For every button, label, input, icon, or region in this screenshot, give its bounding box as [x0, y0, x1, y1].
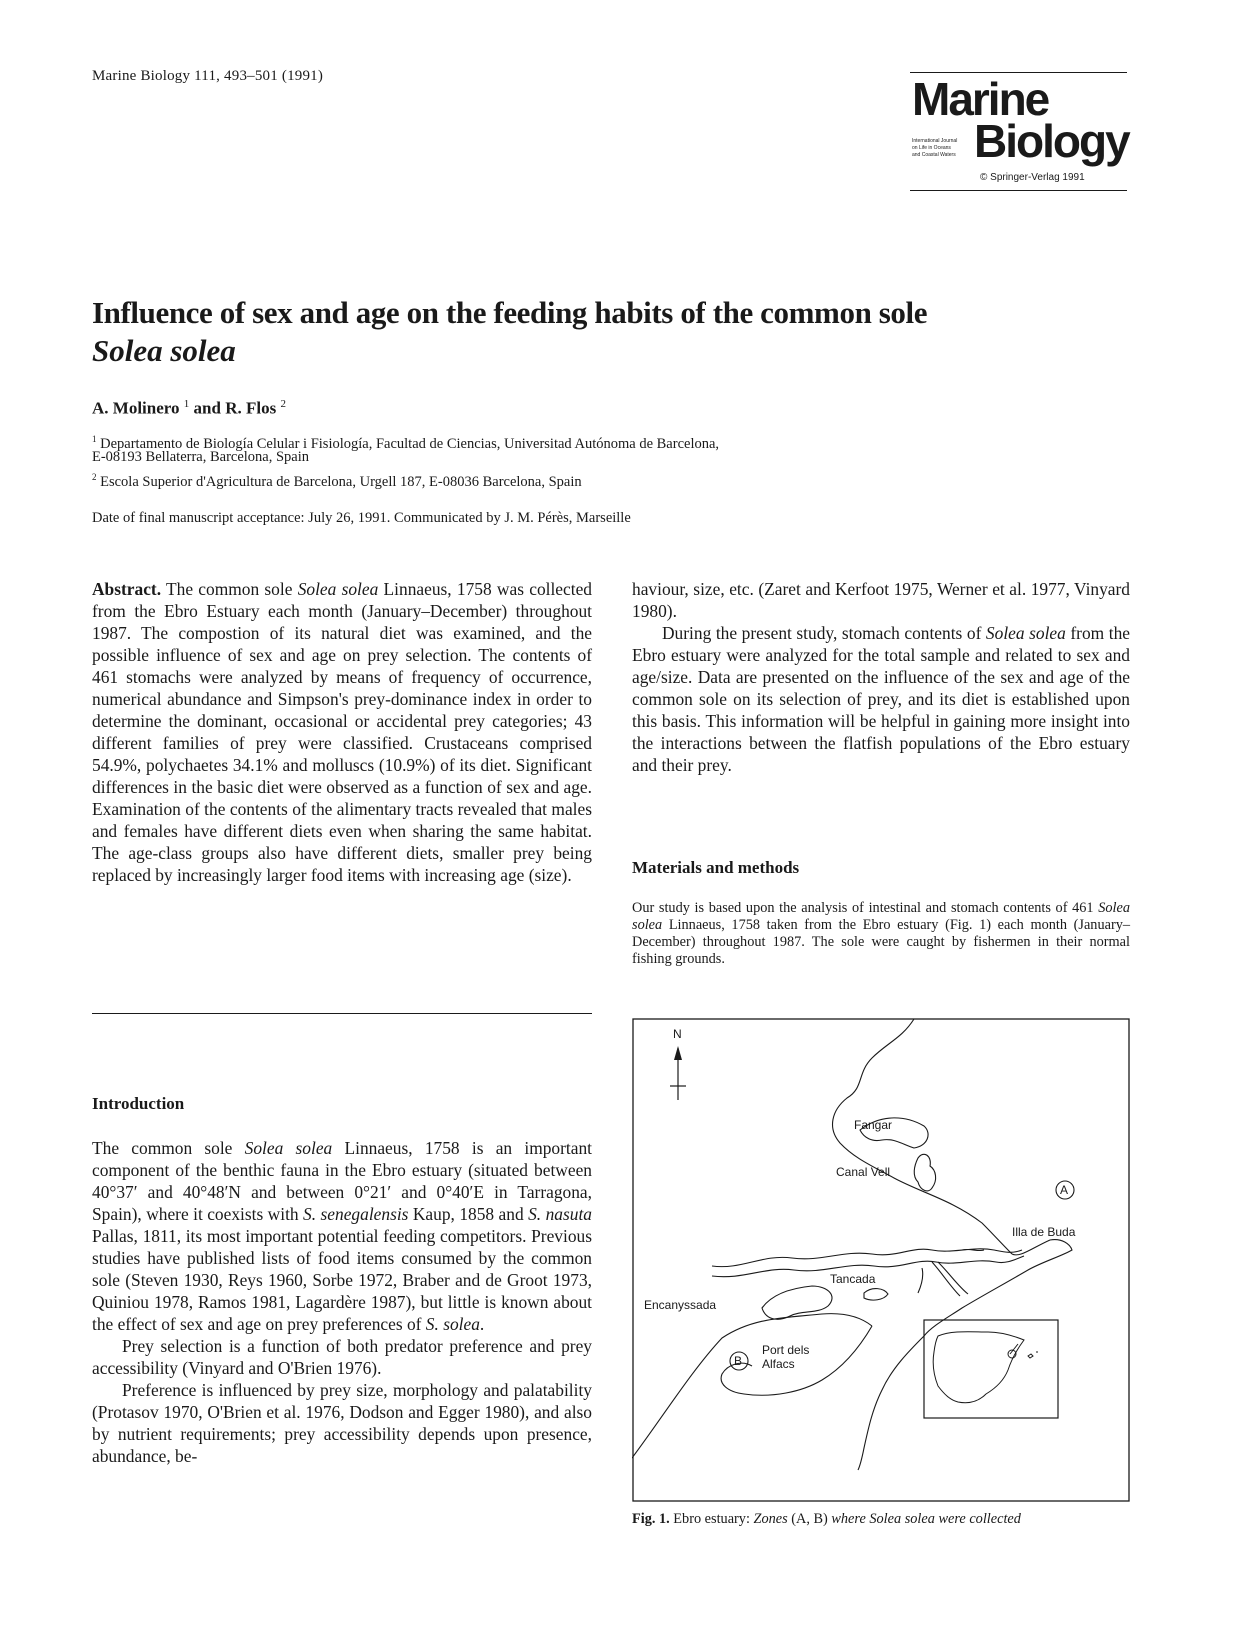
alfacs-label: Alfacs — [762, 1357, 795, 1371]
abstract-text: The common sole — [161, 579, 298, 599]
author-affiliation-mark: 1 — [183, 398, 190, 410]
tancada-label: Tancada — [830, 1272, 876, 1286]
journal-logo-biology: Biology — [974, 115, 1129, 167]
journal-reference: Marine Biology 111, 493–501 (1991) — [92, 68, 324, 84]
la-banya-spit — [721, 1326, 872, 1395]
author-list — [92, 398, 286, 419]
figure-ebro-estuary-map — [632, 1018, 1130, 1502]
copyright-notice: © Springer-Verlag 1991 — [980, 172, 1085, 183]
species-name: S. solea — [425, 1314, 480, 1334]
author-affiliation-mark: 2 — [280, 398, 286, 410]
zone-b-label: B — [734, 1354, 743, 1368]
caption-italic: were collected — [938, 1511, 1021, 1527]
north-arrow-icon — [670, 1046, 686, 1100]
species-name: Solea solea — [297, 579, 379, 599]
introduction-continued — [632, 578, 1130, 776]
map-frame — [633, 1019, 1129, 1501]
logo-bottom-rule — [910, 190, 1127, 191]
affiliation-2 — [92, 468, 582, 491]
paragraph — [92, 1137, 592, 1335]
paragraph-text: During the present study, stomach contents of — [662, 623, 986, 643]
iberia-outline — [933, 1332, 1024, 1403]
abstract — [92, 578, 592, 886]
species-name: Solea solea — [869, 1511, 935, 1527]
caption-text: (A, B) — [787, 1511, 832, 1527]
affiliation-1-continued: E-08193 Bellaterra, Barcelona, Spain — [92, 449, 310, 465]
affiliation-number: 1 — [92, 434, 97, 444]
species-name: Solea solea — [985, 623, 1066, 643]
island-fragment — [962, 1249, 984, 1250]
river-branch — [932, 1262, 968, 1296]
eastern-shoreline — [858, 1240, 1072, 1470]
section-heading-introduction: Introduction — [92, 1094, 185, 1113]
paragraph-text: Pallas, 1811, its most important potential feeding competitors. Previous studies have published lists of food items consumed by the common sole (Steven 1930, Reys 1960, Sorbe 1972, Braber and de Groot 1973, Quiniou 1978, Ramos 1981, Lagardère 1987), but little is known about the effect of sex and age on prey preferences of — [92, 1226, 592, 1334]
acceptance-date: Date of final manuscript acceptance: July 26, 1991. Communicated by J. M. Pérès, Marseille — [92, 510, 631, 526]
abstract-divider — [92, 1013, 592, 1014]
section-heading-materials: Materials and methods — [632, 858, 800, 877]
paragraph-text: The common sole — [92, 1138, 245, 1158]
paragraph-text: Our study is based upon the analysis of intestinal and stomach contents of 461 — [632, 900, 1099, 916]
encanyssada-label: Encanyssada — [644, 1298, 717, 1312]
logo-subtitle-line: on Life in Oceans — [912, 145, 951, 151]
tancada-lagoon — [864, 1289, 888, 1301]
affiliation-text: Escola Superior d'Agricultura de Barcelona, Urgell 187, E-08036 Barcelona, Spain — [100, 473, 582, 490]
paragraph-text: Kaup, 1858 and — [408, 1204, 529, 1224]
logo-subtitle-line: International Journal — [912, 138, 958, 144]
paragraph — [632, 622, 1130, 776]
caption-italic: where — [831, 1511, 866, 1527]
island-fragment — [918, 1268, 923, 1293]
author-name: A. Molinero — [92, 398, 180, 418]
logo-subtitle-line: and Coastal Waters — [912, 152, 956, 158]
materials-paragraph — [632, 900, 1130, 968]
caption-label: Fig. 1. — [632, 1511, 670, 1527]
introduction — [92, 1137, 592, 1467]
caption-italic: Zones — [753, 1511, 788, 1527]
paragraph-text: Linnaeus, 1758 taken from the Ebro estuary (Fig. 1) each month (January–December) throughout 1987. The sole were caught by fishermen in their normal fishing grounds. — [632, 917, 1130, 967]
caption-text: Ebro estuary: — [669, 1511, 754, 1527]
species-name: Solea solea — [244, 1138, 333, 1158]
port-dels-label: Port dels — [762, 1343, 810, 1357]
canal-vell-label: Canal Vell — [836, 1165, 891, 1179]
abstract-label: Abstract. — [92, 579, 162, 599]
canal-vell-lagoon — [914, 1154, 935, 1191]
journal-logo-subtitle — [912, 138, 976, 159]
species-name: S. nasuta — [528, 1204, 592, 1224]
figure-caption — [632, 1511, 1130, 1528]
illa-de-buda-label: Illa de Buda — [1012, 1225, 1076, 1239]
paragraph-text: . — [479, 1314, 485, 1334]
north-label: N — [673, 1027, 682, 1041]
fangar-label: Fangar — [854, 1118, 893, 1132]
paper-title-species: Solea solea — [92, 333, 236, 368]
ebro-river-north-bank — [712, 1249, 1022, 1267]
journal-logo-marine: Marine — [912, 73, 1049, 125]
inset-map-frame — [924, 1320, 1058, 1418]
balearic-islands — [1028, 1352, 1038, 1358]
affiliation-text: Departamento de Biología Celular i Fisiología, Facultad de Ciencias, Universitad Autónoma de Barcelona, — [100, 435, 720, 452]
affiliation-number: 2 — [92, 472, 97, 482]
author-connector: and — [193, 398, 221, 418]
zone-a-label: A — [1060, 1183, 1069, 1197]
paragraph-text: from the Ebro estuary were analyzed for the total sample and related to sex and age/size. Data are presented on the influence of the sex and age of the common sole on its selection of prey, and its diet is established upon this basis. This information will be helpful in gaining more insight into the interactions between the flatfish populations of the Ebro estuary and their prey. — [632, 623, 1130, 775]
paragraph-text: Linnaeus, 1758 is an important component of the benthic fauna in the Ebro estuary (situated between 40°37′ and 40°48′N and between 0°21′ and 0°40′E in Tarragona, Spain), where it coexists with — [92, 1138, 592, 1224]
author-name: R. Flos — [225, 398, 277, 418]
species-name: Solea solea — [632, 900, 1130, 933]
paragraph: haviour, size, etc. (Zaret and Kerfoot 1975, Werner et al. 1977, Vinyard 1980). — [632, 579, 1130, 621]
northern-coastline — [833, 1019, 1012, 1254]
western-coastline — [632, 1314, 872, 1458]
paper-title: Influence of sex and age on the feeding habits of the common sole — [92, 295, 928, 330]
paragraph: Preference is influenced by prey size, morphology and palatability (Protasov 1970, O'Brien et al. 1976, Dodson and Egger 1980), and also by nutrient requirements; prey accessibility depends upon presence, abundance, be- — [92, 1380, 592, 1466]
abstract-text: Linnaeus, 1758 was collected from the Ebro Estuary each month (January–December) throughout 1987. The compostion of its natural diet was examined, and the possible influence of sex and age on prey selection. The contents of 461 stomachs were analyzed by means of frequency of occurrence, numerical abundance and Simpson's prey-dominance index in order to determine the dominant, occasional or accidental prey categories; 43 different families of prey were classified. Crustaceans comprised 54.9%, polychaetes 34.1% and molluscs (10.9%) of its diet. Significant differences in the basic diet were observed as a function of sex and age. Examination of the contents of the alimentary tracts revealed that males and females have different diets even when sharing the same habitat. The age-class groups also have different diets, smaller prey being replaced by increasingly larger food items with increasing age (size). — [92, 579, 592, 885]
species-name: S. senegalensis — [303, 1204, 409, 1224]
paragraph: Prey selection is a function of both predator preference and prey accessibility (Vinyard and O'Brien 1976). — [92, 1336, 592, 1378]
inset-pointer — [1010, 1344, 1018, 1354]
